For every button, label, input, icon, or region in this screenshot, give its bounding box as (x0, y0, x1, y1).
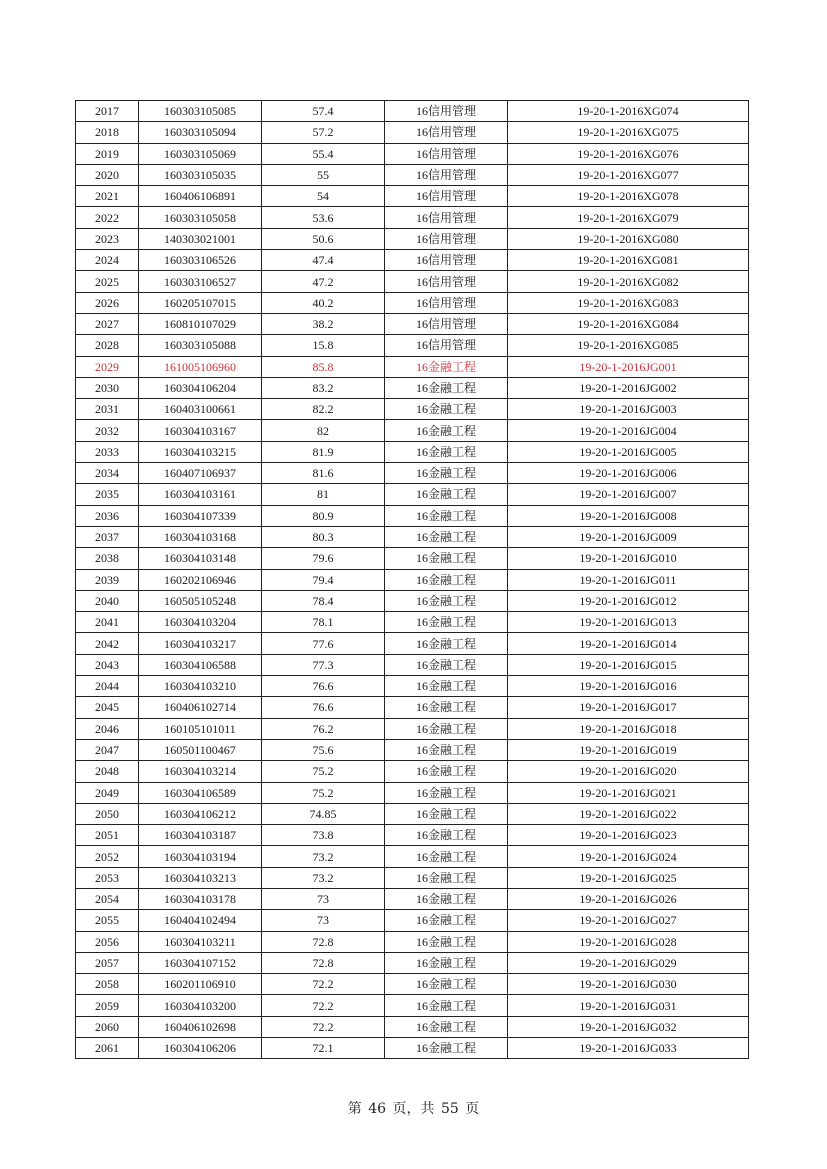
class-cell: 16金融工程 (385, 974, 508, 995)
seq-cell: 2042 (76, 633, 139, 654)
code-cell: 19-20-1-2016JG026 (508, 888, 749, 909)
table-row (76, 313, 749, 334)
class-cell: 16信用管理 (385, 164, 508, 185)
student-id-cell: 160810107029 (139, 313, 262, 334)
class-cell: 16金融工程 (385, 1016, 508, 1037)
class-cell: 16金融工程 (385, 399, 508, 420)
score-cell: 76.2 (262, 718, 385, 739)
class-cell: 16信用管理 (385, 186, 508, 207)
table-row (76, 825, 749, 846)
code-cell: 19-20-1-2016JG010 (508, 548, 749, 569)
student-id-cell: 160404102494 (139, 910, 262, 931)
code-cell: 19-20-1-2016XG081 (508, 250, 749, 271)
class-cell: 16信用管理 (385, 335, 508, 356)
seq-cell: 2029 (76, 356, 139, 377)
seq-cell: 2034 (76, 463, 139, 484)
student-id-cell: 160304103168 (139, 526, 262, 547)
table-row (76, 377, 749, 398)
seq-cell: 2051 (76, 825, 139, 846)
student-id-cell: 160304103200 (139, 995, 262, 1016)
score-cell: 55 (262, 164, 385, 185)
code-cell: 19-20-1-2016XG075 (508, 122, 749, 143)
class-cell: 16金融工程 (385, 526, 508, 547)
code-cell: 19-20-1-2016XG080 (508, 228, 749, 249)
score-cell: 77.3 (262, 654, 385, 675)
student-id-cell: 160406102714 (139, 697, 262, 718)
score-cell: 75.2 (262, 782, 385, 803)
score-cell: 74.85 (262, 803, 385, 824)
class-cell: 16金融工程 (385, 463, 508, 484)
table-row (76, 292, 749, 313)
class-cell: 16金融工程 (385, 569, 508, 590)
student-id-cell: 160304103167 (139, 420, 262, 441)
student-id-cell: 160303105058 (139, 207, 262, 228)
class-cell: 16信用管理 (385, 122, 508, 143)
seq-cell: 2048 (76, 761, 139, 782)
records-table-body (76, 101, 749, 1059)
score-cell: 15.8 (262, 335, 385, 356)
score-cell: 82.2 (262, 399, 385, 420)
score-cell: 78.1 (262, 612, 385, 633)
code-cell: 19-20-1-2016JG012 (508, 590, 749, 611)
table-row (76, 186, 749, 207)
class-cell: 16金融工程 (385, 910, 508, 931)
student-id-cell: 160303106526 (139, 250, 262, 271)
class-cell: 16金融工程 (385, 718, 508, 739)
code-cell: 19-20-1-2016JG028 (508, 931, 749, 952)
class-cell: 16信用管理 (385, 292, 508, 313)
student-id-cell: 160304103214 (139, 761, 262, 782)
seq-cell: 2061 (76, 1038, 139, 1059)
score-cell: 80.3 (262, 526, 385, 547)
score-cell: 72.8 (262, 931, 385, 952)
code-cell: 19-20-1-2016JG011 (508, 569, 749, 590)
student-id-cell: 160304103211 (139, 931, 262, 952)
code-cell: 19-20-1-2016JG030 (508, 974, 749, 995)
code-cell: 19-20-1-2016XG083 (508, 292, 749, 313)
score-cell: 85.8 (262, 356, 385, 377)
code-cell: 19-20-1-2016JG017 (508, 697, 749, 718)
class-cell: 16信用管理 (385, 101, 508, 122)
score-cell: 73.2 (262, 867, 385, 888)
class-cell: 16金融工程 (385, 931, 508, 952)
seq-cell: 2020 (76, 164, 139, 185)
score-cell: 75.2 (262, 761, 385, 782)
seq-cell: 2049 (76, 782, 139, 803)
table-row (76, 505, 749, 526)
student-id-cell: 160304107339 (139, 505, 262, 526)
code-cell: 19-20-1-2016XG082 (508, 271, 749, 292)
score-cell: 76.6 (262, 697, 385, 718)
seq-cell: 2021 (76, 186, 139, 207)
student-id-cell: 160303105035 (139, 164, 262, 185)
score-cell: 81 (262, 484, 385, 505)
code-cell: 19-20-1-2016JG016 (508, 676, 749, 697)
class-cell: 16金融工程 (385, 654, 508, 675)
seq-cell: 2017 (76, 101, 139, 122)
table-row (76, 931, 749, 952)
table-row (76, 888, 749, 909)
seq-cell: 2032 (76, 420, 139, 441)
student-id-cell: 160304106589 (139, 782, 262, 803)
score-cell: 57.2 (262, 122, 385, 143)
student-id-cell: 160304103204 (139, 612, 262, 633)
student-id-cell: 160304103194 (139, 846, 262, 867)
class-cell: 16金融工程 (385, 995, 508, 1016)
code-cell: 19-20-1-2016JG033 (508, 1038, 749, 1059)
code-cell: 19-20-1-2016XG074 (508, 101, 749, 122)
table-row (76, 846, 749, 867)
table-row (76, 697, 749, 718)
score-cell: 81.6 (262, 463, 385, 484)
code-cell: 19-20-1-2016JG031 (508, 995, 749, 1016)
seq-cell: 2053 (76, 867, 139, 888)
seq-cell: 2041 (76, 612, 139, 633)
student-id-cell: 160303105085 (139, 101, 262, 122)
class-cell: 16信用管理 (385, 228, 508, 249)
table-row (76, 101, 749, 122)
class-cell: 16金融工程 (385, 697, 508, 718)
code-cell: 19-20-1-2016JG025 (508, 867, 749, 888)
score-cell: 82 (262, 420, 385, 441)
score-cell: 77.6 (262, 633, 385, 654)
seq-cell: 2045 (76, 697, 139, 718)
class-cell: 16金融工程 (385, 441, 508, 462)
seq-cell: 2038 (76, 548, 139, 569)
student-id-cell: 160303105088 (139, 335, 262, 356)
class-cell: 16金融工程 (385, 633, 508, 654)
code-cell: 19-20-1-2016XG084 (508, 313, 749, 334)
seq-cell: 2059 (76, 995, 139, 1016)
class-cell: 16金融工程 (385, 377, 508, 398)
code-cell: 19-20-1-2016JG009 (508, 526, 749, 547)
class-cell: 16信用管理 (385, 271, 508, 292)
seq-cell: 2043 (76, 654, 139, 675)
table-row (76, 441, 749, 462)
score-cell: 79.6 (262, 548, 385, 569)
class-cell: 16金融工程 (385, 420, 508, 441)
class-cell: 16金融工程 (385, 612, 508, 633)
score-cell: 72.2 (262, 1016, 385, 1037)
code-cell: 19-20-1-2016JG023 (508, 825, 749, 846)
table-row (76, 782, 749, 803)
code-cell: 19-20-1-2016JG022 (508, 803, 749, 824)
class-cell: 16金融工程 (385, 484, 508, 505)
seq-cell: 2033 (76, 441, 139, 462)
class-cell: 16金融工程 (385, 676, 508, 697)
table-row (76, 952, 749, 973)
table-row (76, 995, 749, 1016)
code-cell: 19-20-1-2016XG078 (508, 186, 749, 207)
student-id-cell: 160304103215 (139, 441, 262, 462)
score-cell: 78.4 (262, 590, 385, 611)
seq-cell: 2037 (76, 526, 139, 547)
code-cell: 19-20-1-2016JG007 (508, 484, 749, 505)
table-row (76, 633, 749, 654)
seq-cell: 2018 (76, 122, 139, 143)
seq-cell: 2055 (76, 910, 139, 931)
seq-cell: 2047 (76, 739, 139, 760)
table-row (76, 463, 749, 484)
student-id-cell: 160205107015 (139, 292, 262, 313)
student-id-cell: 160303105069 (139, 143, 262, 164)
seq-cell: 2036 (76, 505, 139, 526)
student-id-cell: 160501100467 (139, 739, 262, 760)
table-row (76, 676, 749, 697)
table-row (76, 803, 749, 824)
table-row (76, 761, 749, 782)
score-cell: 83.2 (262, 377, 385, 398)
code-cell: 19-20-1-2016JG027 (508, 910, 749, 931)
seq-cell: 2028 (76, 335, 139, 356)
code-cell: 19-20-1-2016XG077 (508, 164, 749, 185)
class-cell: 16信用管理 (385, 143, 508, 164)
class-cell: 16金融工程 (385, 739, 508, 760)
student-id-cell: 160304107152 (139, 952, 262, 973)
score-cell: 72.2 (262, 995, 385, 1016)
page-number-footer: 第 46 页，共 55 页 (347, 1101, 480, 1117)
table-row (76, 718, 749, 739)
code-cell: 19-20-1-2016JG013 (508, 612, 749, 633)
table-row (76, 250, 749, 271)
seq-cell: 2046 (76, 718, 139, 739)
code-cell: 19-20-1-2016XG085 (508, 335, 749, 356)
code-cell: 19-20-1-2016JG020 (508, 761, 749, 782)
score-cell: 72.8 (262, 952, 385, 973)
table-row (76, 356, 749, 377)
code-cell: 19-20-1-2016XG076 (508, 143, 749, 164)
code-cell: 19-20-1-2016JG015 (508, 654, 749, 675)
table-row (76, 1038, 749, 1059)
student-id-cell: 160304103210 (139, 676, 262, 697)
class-cell: 16信用管理 (385, 250, 508, 271)
class-cell: 16金融工程 (385, 1038, 508, 1059)
score-cell: 73.8 (262, 825, 385, 846)
seq-cell: 2022 (76, 207, 139, 228)
table-row (76, 867, 749, 888)
seq-cell: 2024 (76, 250, 139, 271)
seq-cell: 2023 (76, 228, 139, 249)
score-cell: 73 (262, 910, 385, 931)
code-cell: 19-20-1-2016JG018 (508, 718, 749, 739)
score-cell: 50.6 (262, 228, 385, 249)
student-id-cell: 160202106946 (139, 569, 262, 590)
student-id-cell: 160406102698 (139, 1016, 262, 1037)
seq-cell: 2030 (76, 377, 139, 398)
table-row (76, 143, 749, 164)
student-id-cell: 160304106206 (139, 1038, 262, 1059)
seq-cell: 2058 (76, 974, 139, 995)
class-cell: 16金融工程 (385, 825, 508, 846)
seq-cell: 2027 (76, 313, 139, 334)
score-cell: 73.2 (262, 846, 385, 867)
score-cell: 38.2 (262, 313, 385, 334)
seq-cell: 2039 (76, 569, 139, 590)
seq-cell: 2044 (76, 676, 139, 697)
score-cell: 72.2 (262, 974, 385, 995)
table-row (76, 526, 749, 547)
seq-cell: 2019 (76, 143, 139, 164)
student-id-cell: 160105101011 (139, 718, 262, 739)
table-row (76, 590, 749, 611)
student-id-cell: 160407106937 (139, 463, 262, 484)
class-cell: 16金融工程 (385, 761, 508, 782)
score-cell: 72.1 (262, 1038, 385, 1059)
code-cell: 19-20-1-2016JG019 (508, 739, 749, 760)
score-cell: 75.6 (262, 739, 385, 760)
score-cell: 47.2 (262, 271, 385, 292)
seq-cell: 2031 (76, 399, 139, 420)
table-row (76, 399, 749, 420)
class-cell: 16金融工程 (385, 867, 508, 888)
student-id-cell: 160505105248 (139, 590, 262, 611)
code-cell: 19-20-1-2016JG008 (508, 505, 749, 526)
student-id-cell: 160403100661 (139, 399, 262, 420)
class-cell: 16金融工程 (385, 548, 508, 569)
code-cell: 19-20-1-2016XG079 (508, 207, 749, 228)
student-id-cell: 160304103187 (139, 825, 262, 846)
records-table (75, 100, 749, 1059)
class-cell: 16信用管理 (385, 313, 508, 334)
class-cell: 16金融工程 (385, 356, 508, 377)
table-row (76, 420, 749, 441)
score-cell: 80.9 (262, 505, 385, 526)
table-row (76, 228, 749, 249)
seq-cell: 2035 (76, 484, 139, 505)
student-id-cell: 160303105094 (139, 122, 262, 143)
student-id-cell: 160303106527 (139, 271, 262, 292)
score-cell: 55.4 (262, 143, 385, 164)
code-cell: 19-20-1-2016JG021 (508, 782, 749, 803)
table-row (76, 164, 749, 185)
score-cell: 81.9 (262, 441, 385, 462)
score-cell: 57.4 (262, 101, 385, 122)
table-row (76, 974, 749, 995)
class-cell: 16金融工程 (385, 803, 508, 824)
table-row (76, 122, 749, 143)
code-cell: 19-20-1-2016JG005 (508, 441, 749, 462)
class-cell: 16金融工程 (385, 782, 508, 803)
student-id-cell: 160304103217 (139, 633, 262, 654)
code-cell: 19-20-1-2016JG024 (508, 846, 749, 867)
score-cell: 40.2 (262, 292, 385, 313)
table-row (76, 548, 749, 569)
score-cell: 73 (262, 888, 385, 909)
code-cell: 19-20-1-2016JG002 (508, 377, 749, 398)
table-row (76, 271, 749, 292)
table-row (76, 207, 749, 228)
code-cell: 19-20-1-2016JG006 (508, 463, 749, 484)
seq-cell: 2050 (76, 803, 139, 824)
table-row (76, 739, 749, 760)
seq-cell: 2025 (76, 271, 139, 292)
seq-cell: 2026 (76, 292, 139, 313)
table-row (76, 484, 749, 505)
student-id-cell: 160304106212 (139, 803, 262, 824)
seq-cell: 2057 (76, 952, 139, 973)
table-row (76, 910, 749, 931)
class-cell: 16金融工程 (385, 505, 508, 526)
code-cell: 19-20-1-2016JG003 (508, 399, 749, 420)
table-row (76, 612, 749, 633)
code-cell: 19-20-1-2016JG001 (508, 356, 749, 377)
class-cell: 16金融工程 (385, 590, 508, 611)
seq-cell: 2054 (76, 888, 139, 909)
student-id-cell: 160304103161 (139, 484, 262, 505)
score-cell: 47.4 (262, 250, 385, 271)
student-id-cell: 140303021001 (139, 228, 262, 249)
code-cell: 19-20-1-2016JG032 (508, 1016, 749, 1037)
seq-cell: 2056 (76, 931, 139, 952)
code-cell: 19-20-1-2016JG014 (508, 633, 749, 654)
score-cell: 79.4 (262, 569, 385, 590)
seq-cell: 2052 (76, 846, 139, 867)
class-cell: 16信用管理 (385, 207, 508, 228)
student-id-cell: 160304103148 (139, 548, 262, 569)
student-id-cell: 160201106910 (139, 974, 262, 995)
student-id-cell: 160304106588 (139, 654, 262, 675)
score-cell: 53.6 (262, 207, 385, 228)
class-cell: 16金融工程 (385, 952, 508, 973)
table-row (76, 569, 749, 590)
student-id-cell: 161005106960 (139, 356, 262, 377)
student-id-cell: 160406106891 (139, 186, 262, 207)
code-cell: 19-20-1-2016JG004 (508, 420, 749, 441)
student-id-cell: 160304103213 (139, 867, 262, 888)
score-cell: 54 (262, 186, 385, 207)
class-cell: 16金融工程 (385, 888, 508, 909)
student-id-cell: 160304103178 (139, 888, 262, 909)
seq-cell: 2060 (76, 1016, 139, 1037)
student-id-cell: 160304106204 (139, 377, 262, 398)
seq-cell: 2040 (76, 590, 139, 611)
table-row (76, 654, 749, 675)
score-cell: 76.6 (262, 676, 385, 697)
table-row (76, 1016, 749, 1037)
class-cell: 16金融工程 (385, 846, 508, 867)
table-row (76, 335, 749, 356)
code-cell: 19-20-1-2016JG029 (508, 952, 749, 973)
